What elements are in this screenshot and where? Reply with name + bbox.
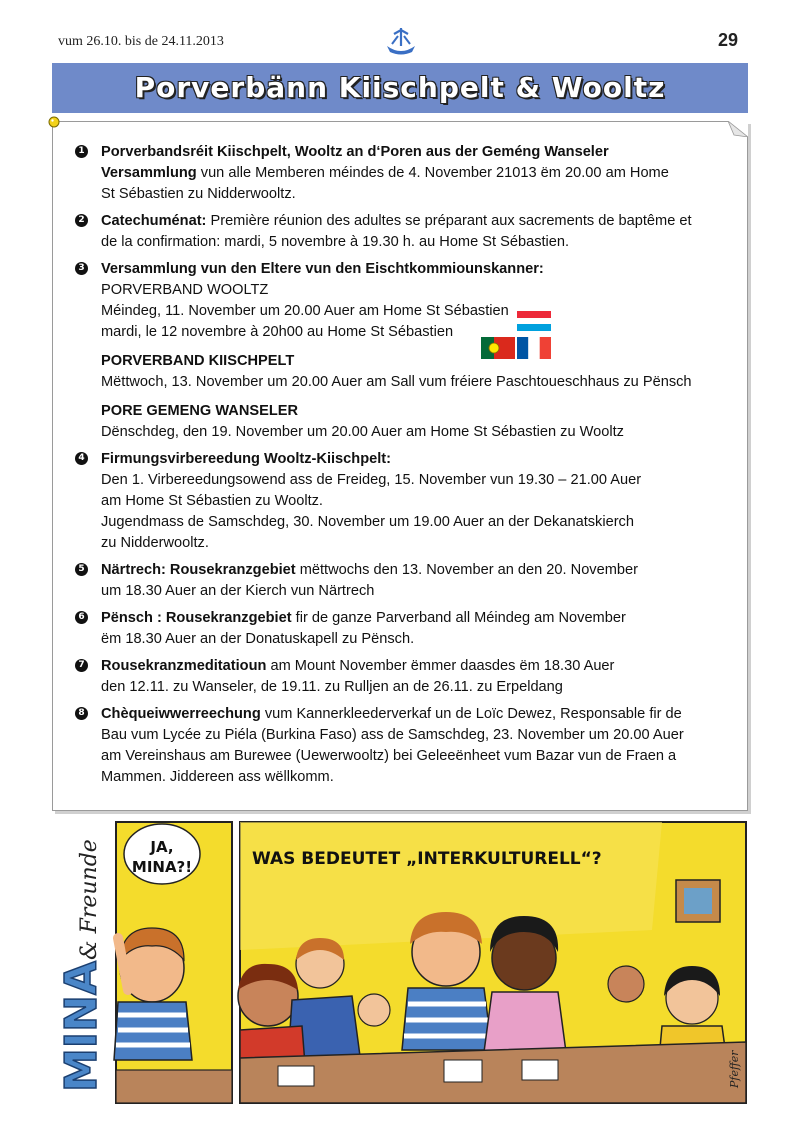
church-boat-logo-icon	[384, 24, 418, 58]
bullet-number: 3	[75, 262, 88, 275]
list-item	[75, 449, 725, 554]
item-bold-text: Rousekranzmeditatioun	[101, 658, 267, 674]
item-heading: Versammlung vun den Eltere vun den Eischtkommiounskanner:	[101, 261, 544, 277]
comic-side-title	[56, 839, 107, 1092]
announcement-list	[75, 142, 725, 794]
bullet-number: 7	[75, 659, 88, 672]
list-item	[75, 142, 725, 205]
title-banner	[52, 63, 748, 113]
item-line	[101, 211, 725, 232]
announcements-box	[52, 121, 748, 811]
item-bold-text: Versammlung	[101, 165, 197, 181]
bullet-number: 2	[75, 214, 88, 227]
item-line: ëm 18.30 Auer an der Donatuskapell zu Pënsch.	[101, 631, 415, 647]
item-line: St Sébastien zu Nidderwooltz.	[101, 186, 296, 202]
item-line: zu Nidderwooltz.	[101, 535, 209, 551]
item-line: am Home St Sébastien zu Wooltz.	[101, 493, 323, 509]
item-line	[101, 560, 725, 581]
item-line: Porverbandsréit Kiischpelt, Wooltz an d‘Poren aus der Geméng Wanseler	[101, 144, 609, 160]
group-title: PORVERBAND KIISCHPELT	[101, 353, 295, 369]
item-line: mardi, le 12 novembre à 20h00 au Home St Sébastien	[101, 324, 454, 340]
list-item	[75, 259, 725, 443]
item-text: Première réunion des adultes se préparant aux sacrements de baptême et	[206, 213, 692, 229]
portugal-flag-icon	[481, 337, 515, 359]
item-text: vun alle Memberen méindes de 4. November 21013 ëm 20.00 am Home	[196, 165, 669, 181]
item-text: vum Kannerkleederverkaf un de Loïc Dewez, Responsable fir de	[260, 706, 682, 722]
comic-panel-left	[114, 822, 232, 1103]
page-number: 29	[718, 30, 739, 50]
group-title: PORE GEMENG WANSELER	[101, 403, 299, 419]
list-item	[75, 704, 725, 788]
item-line: am Vereinshaus am Burewee (Uewerwooltz) bei Geleeënheet vum Bazar vun de Fraen a	[101, 748, 677, 764]
item-line: de la confirmation: mardi, 5 novembre à 19.30 h. au Home St Sébastien.	[101, 234, 570, 250]
item-line: den 12.11. zu Wanseler, de 19.11. zu Rulljen an de 26.11. zu Erpeldang	[101, 679, 563, 695]
page-title: Porverbänn Kiischpelt & Wooltz	[134, 71, 666, 104]
item-line	[101, 163, 725, 184]
item-line: um 18.30 Auer an der Kierch vun Närtrech	[101, 583, 375, 599]
item-bold-text: Pënsch : Rousekranzgebiet	[101, 610, 292, 626]
item-line: Méindeg, 11. November um 20.00 Auer am Home St Sébastien	[101, 303, 509, 319]
speech-bubble-right: WAS BEDEUTET „INTERKULTURELL“?	[252, 849, 602, 869]
comic-title-freunde: & Freunde	[77, 839, 102, 960]
bullet-number: 6	[75, 611, 88, 624]
item-bold-text: Chèqueiwwerreechung	[101, 706, 261, 722]
bullet-number: 1	[75, 145, 88, 158]
list-item	[75, 608, 725, 650]
item-bold-text: Catechuménat:	[101, 213, 207, 229]
item-line	[101, 704, 725, 725]
item-text: am Mount November ëmmer daasdes ëm 18.30 Auer	[266, 658, 615, 674]
speech-bubble-left-line2: MINA?!	[131, 858, 193, 876]
item-bold-text: Närtrech: Rousekranzgebiet	[101, 562, 296, 578]
item-line: Den 1. Virbereedungsowend ass de Freideg, 15. November vun 19.30 – 21.00 Auer	[101, 472, 642, 488]
bullet-number: 4	[75, 452, 88, 465]
comic-panel-right	[238, 822, 746, 1103]
comic-strip	[52, 820, 748, 1105]
page-corner-fold-icon	[728, 121, 748, 137]
speech-bubble-left-line1: JA,	[150, 838, 174, 856]
list-item	[75, 560, 725, 602]
list-item	[75, 211, 725, 253]
item-line: Bau vum Lycée zu Piéla (Burkina Faso) ass de Samschdeg, 23. November um 20.00 Auer	[101, 727, 684, 743]
item-line: Jugendmass de Samschdeg, 30. November um 19.00 Auer an der Dekanatskierch	[101, 514, 634, 530]
header-date-range: vum 26.10. bis de 24.11.2013	[58, 34, 224, 49]
comic-title-mina: MINA	[56, 960, 107, 1092]
france-flag-icon	[517, 337, 551, 359]
item-line: Dënschdeg, den 19. November um 20.00 Auer am Home St Sébastien zu Wooltz	[101, 424, 624, 440]
list-item	[75, 656, 725, 698]
luxembourg-flag-icon	[517, 311, 551, 331]
comic-signature: Pfeffer	[728, 1050, 741, 1088]
item-heading: Firmungsvirbereedung Wooltz-Kiischpelt:	[101, 451, 392, 467]
item-line: Mëttwoch, 13. November um 20.00 Auer am Sall vum fréiere Paschtoueschhaus zu Pënsch	[101, 374, 692, 390]
bullet-number: 8	[75, 707, 88, 720]
item-line	[101, 656, 725, 677]
item-text: fir de ganze Parverband all Méindeg am November	[291, 610, 626, 626]
item-line	[101, 608, 725, 629]
group-title: PORVERBAND WOOLTZ	[101, 282, 269, 298]
pushpin-icon	[47, 116, 61, 130]
item-text: mëttwochs den 13. November an den 20. November	[295, 562, 638, 578]
item-line: Mammen. Jiddereen ass wëllkomm.	[101, 769, 334, 785]
bullet-number: 5	[75, 563, 88, 576]
